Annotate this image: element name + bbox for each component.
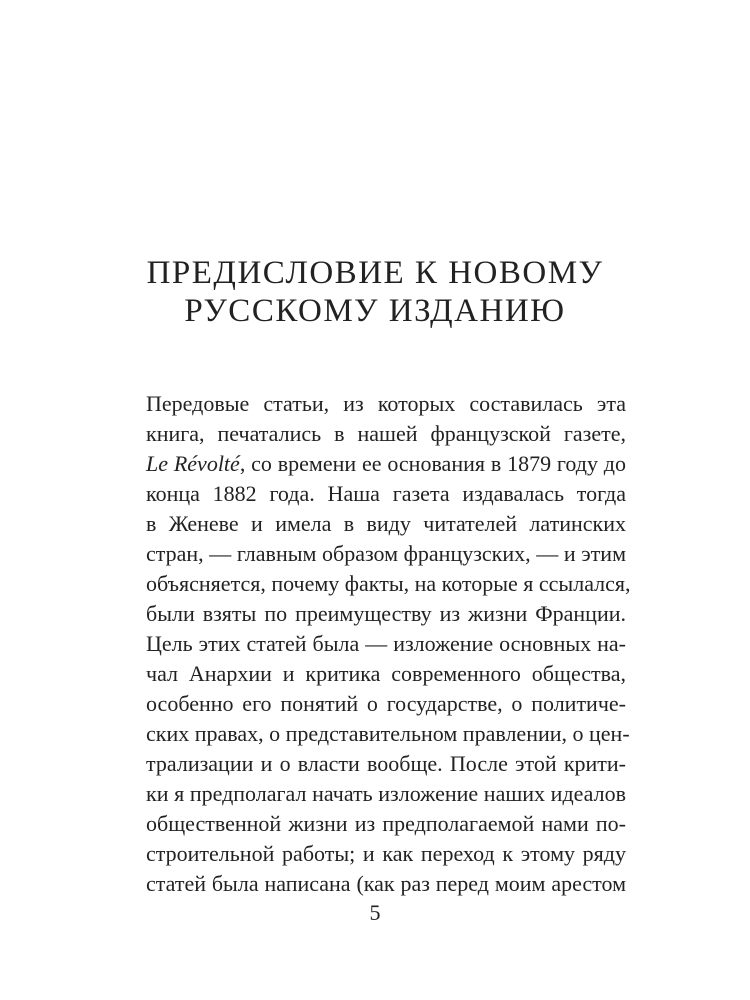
text-line: в Женеве и имела в виду читателей латинских [146, 511, 626, 536]
text-line: строительной работы; и как переход к этому ряду [146, 841, 626, 866]
text-line: были взяты по преимуществу из жизни Франции. [146, 601, 626, 626]
text-line: трализации и о власти вообще. После этой крити- [146, 751, 626, 776]
text-line: особенно его понятий о государстве, о политиче- [146, 691, 626, 716]
body-paragraph [146, 389, 631, 899]
text-line: объясняется, почему факты, на которые я ссылался, [146, 571, 631, 596]
text-line-rest: , со времени ее основания в 1879 году до [239, 451, 626, 476]
text-line: Цель этих статей была — изложение основных на- [146, 631, 626, 656]
page-number: 5 [369, 900, 381, 925]
text-line [146, 449, 626, 479]
text-line: конца 1882 года. Наша газета издавалась тогда [146, 481, 626, 506]
text-line: общественной жизни из предполагаемой нами по- [146, 811, 626, 836]
newspaper-title: Le Révolté [146, 451, 240, 476]
text-line: статей была написана (как раз перед моим арестом [146, 871, 626, 896]
text-line: ки я предполагал начать изложение наших идеалов [146, 781, 626, 806]
text-line: Передовые статьи, из которых составилась эта [146, 391, 626, 416]
chapter-title-line-1: ПРЕДИСЛОВИЕ К НОВОМУ [146, 255, 604, 291]
text-line: стран, — главным образом французских, — и этим [146, 541, 626, 566]
text-line: ских правах, о представительном правлении, о цен- [146, 721, 630, 746]
text-line: книга, печатались в нашей французской газете, [146, 421, 626, 446]
chapter-title-line-2: РУССКОМУ ИЗДАНИЮ [184, 293, 566, 329]
text-line: чал Анархии и критика современного общества, [146, 661, 626, 686]
